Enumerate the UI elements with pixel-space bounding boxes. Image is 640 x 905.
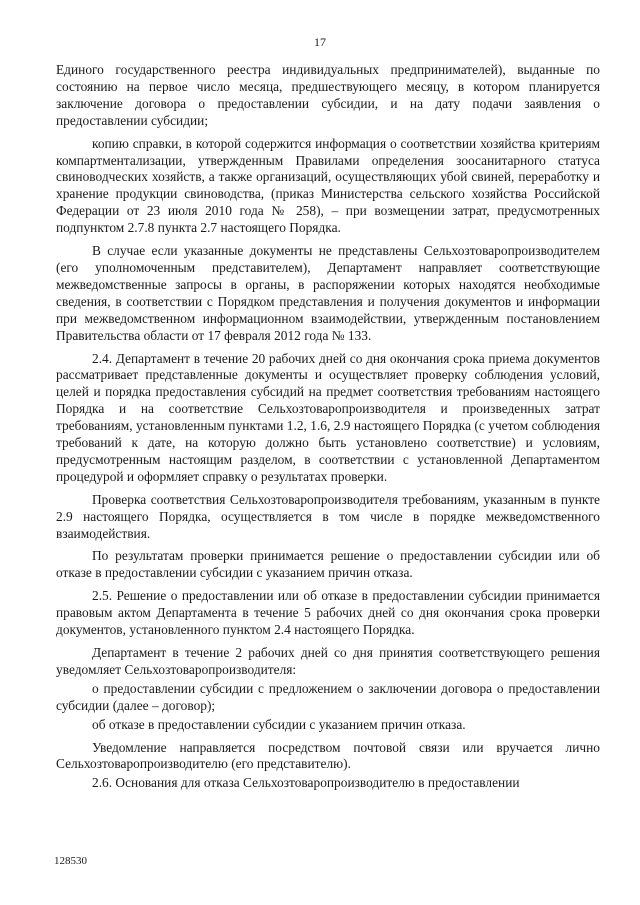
paragraph-delivery: Уведомление направляется посредством почтовой связи или вручается лично Сельхозтоваропроизводителю (его представителю).	[56, 739, 600, 772]
paragraph-grant-offer: о предоставлении субсидии с предложением о заключении договора о предоставлении субсидии (далее – договор);	[56, 680, 600, 713]
paragraph-2-6: 2.6. Основания для отказа Сельхозтоваропроизводителю в предоставлении	[92, 775, 520, 791]
paragraph-certificate-copy: копию справки, в которой содержится информация о соответствии хозяйства критериям компартментализации, утвержденным Правилами определения зоосанитарного статуса свиноводческих хозяйств, а также организаций, осуществляющих убой свиней, переработку и хранение продукции свиноводства, (приказ Министерства сельского хозяйства Российской Федерации от 23 июля 2010 года № 258), – при возмещении затрат, предусмотренных подпунктом 2.7.8 пункта 2.7 настоящего Порядка.	[56, 135, 600, 236]
paragraph-check-results: По результатам проверки принимается решение о предоставлении субсидии или об отказе в предоставлении субсидии с указанием причин отказа.	[56, 548, 600, 581]
paragraph-compliance-check: Проверка соответствия Сельхозтоваропроизводителя требованиям, указанным в пункте 2.9 настоящего Порядка, осуществляется в том числе в порядке межведомственного взаимодействия.	[56, 491, 600, 541]
footer-code: 128530	[54, 855, 87, 867]
paragraph-continuation: Единого государственного реестра индивидуальных предпринимателей), выданные по состоянию на первое число месяца, предшествующего месяцу, в котором планируется заключение договора о предоставлении субсидии, и на дату подачи заявления о предоставлении субсидии;	[56, 62, 600, 128]
document-body	[56, 62, 600, 798]
paragraph-2-4: 2.4. Департамент в течение 20 рабочих дней со дня окончания срока приема документов рассматривает представленные документы и осуществляет проверку соблюдения условий, целей и порядка предоставления субсидий на предмет соответствия требованиям настоящего Порядка и на соответствие Сельхозтоваропроизводителя и произведенных затрат требованиям, установленным пунктами 1.2, 1.6, 2.9 настоящего Порядка (с учетом соблюдения требований к дате, на которую должно быть установлено соответствие) и условиям, предусмотренным настоящим разделом, в соответствии с установленной Департаментом процедурой и оформляет справку о результатах проверки.	[56, 350, 600, 484]
paragraph-refusal: об отказе в предоставлении субсидии с указанием причин отказа.	[92, 716, 466, 732]
page-number: 17	[314, 35, 326, 49]
paragraph-2-5: 2.5. Решение о предоставлении или об отказе в предоставлении субсидии принимается правовым актом Департамента в течение 5 рабочих дней со дня окончания срока проверки документов, установленного пунктом 2.4 настоящего Порядка.	[56, 588, 600, 638]
paragraph-notification: Департамент в течение 2 рабочих дней со дня принятия соответствующего решения уведомляет Сельхозтоваропроизводителя:	[56, 645, 600, 677]
paragraph-interagency-requests: В случае если указанные документы не представлены Сельхозтоваропроизводителем (его уполномоченным представителем), Департамент направляет соответствующие межведомственные запросы в органы, в распоряжении которых находятся необходимые сведения, в соответствии с Порядком представления и получения документов и информации при межведомственном информационном взаимодействии, утвержденным постановлением Правительства области от 17 февраля 2012 года № 133.	[56, 243, 600, 343]
